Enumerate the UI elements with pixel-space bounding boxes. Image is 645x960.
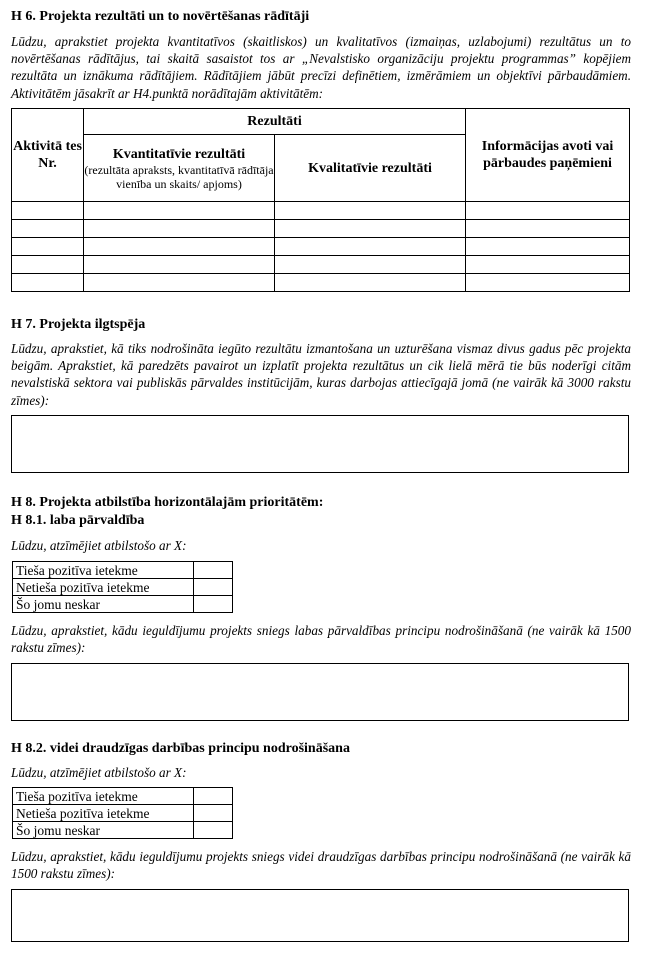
option-row — [13, 579, 233, 596]
table-cell[interactable] — [84, 274, 275, 292]
h8-2-mark-instruction: Lūdzu, atzīmējiet atbilstošo ar X: — [11, 765, 187, 780]
table-cell[interactable] — [12, 274, 84, 292]
option-row — [13, 822, 233, 839]
col-activity-header: Aktivitā tes Nr. — [12, 109, 84, 202]
option-row — [13, 788, 233, 805]
h8-title: H 8. Projekta atbilstība horizontālajām prioritātēm: — [11, 495, 324, 510]
h8-1-title: H 8.1. laba pārvaldība — [11, 513, 145, 528]
option-mark-cell[interactable] — [194, 788, 233, 805]
option-mark-cell[interactable] — [194, 579, 233, 596]
table-cell[interactable] — [275, 202, 466, 220]
table-cell[interactable] — [466, 202, 630, 220]
table-cell[interactable] — [275, 256, 466, 274]
h8-2-answer-box[interactable] — [11, 889, 629, 942]
results-table — [11, 108, 630, 292]
h8-2-options-table — [12, 787, 233, 839]
h8-1-answer-box[interactable] — [11, 663, 629, 721]
option-row — [13, 596, 233, 613]
option-mark-cell[interactable] — [194, 805, 233, 822]
table-row — [12, 256, 630, 274]
option-label: Šo jomu neskar — [13, 596, 194, 613]
h8-2-describe: Lūdzu, aprakstiet, kādu ieguldījumu projekts sniegs videi draudzīgas darbības principu nodrošināšanā (ne vairāk kā 1500 rakstu zīmes): — [11, 849, 631, 882]
table-cell[interactable] — [12, 238, 84, 256]
option-mark-cell[interactable] — [194, 562, 233, 579]
option-mark-cell[interactable] — [194, 596, 233, 613]
option-label: Tieša pozitīva ietekme — [13, 788, 194, 805]
table-cell[interactable] — [466, 220, 630, 238]
table-cell[interactable] — [84, 256, 275, 274]
option-label: Šo jomu neskar — [13, 822, 194, 839]
table-cell[interactable] — [12, 220, 84, 238]
h8-1-options-table — [12, 561, 233, 613]
table-row — [12, 238, 630, 256]
table-row — [12, 202, 630, 220]
h6-instruction: Lūdzu, aprakstiet projekta kvantitatīvos (skaitliskos) un kvalitatīvos (izmaiņas, uzlabojumi) rezultātus un to novērtēšanas rādītājus, tai skaitā sasaistot tos ar „Nevalstisko organizāciju projektu programmas” kopējiem rezultāta un iznākuma rādītājiem. Rādītājiem jābūt precīzi definētiem, izmērāmiem un objektīvi pārbaudāmiem. Aktivitātēm jāsakrīt ar H4.punktā norādītajām aktivitātēm: — [11, 34, 631, 101]
option-label: Tieša pozitīva ietekme — [13, 562, 194, 579]
col-qual-header: Kvalitatīvie rezultāti — [275, 135, 466, 202]
table-cell[interactable] — [275, 238, 466, 256]
col-sources-header: Informācijas avoti vai pārbaudes paņēmieni — [466, 109, 630, 202]
table-cell[interactable] — [84, 238, 275, 256]
h6-title: H 6. Projekta rezultāti un to novērtēšanas rādītāji — [11, 9, 310, 24]
table-cell[interactable] — [466, 238, 630, 256]
option-row — [13, 805, 233, 822]
col-quant-header — [84, 135, 275, 202]
h7-instruction: Lūdzu, aprakstiet, kā tiks nodrošināta iegūto rezultātu izmantošana un uzturēšana vismaz divus gadus pēc projekta beigām. Aprakstiet, kā paredzēts pavairot un izplatīt projekta rezultātus un cik lielā mērā tie būs noderīgi citām nevalstiskā sektora vai publiskās pārvaldes institūcijām, kuras darbojas attiecīgajā jomā (ne vairāk kā 3000 rakstu zīmes): — [11, 341, 631, 408]
col-quant-title: Kvantitatīvie rezultāti — [112, 146, 246, 162]
table-cell[interactable] — [275, 274, 466, 292]
option-label: Netieša pozitīva ietekme — [13, 579, 194, 596]
h7-answer-box[interactable] — [11, 415, 629, 473]
table-cell[interactable] — [466, 256, 630, 274]
option-row — [13, 562, 233, 579]
h8-1-describe: Lūdzu, aprakstiet, kādu ieguldījumu projekts sniegs labas pārvaldības principu nodrošināšanā (ne vairāk kā 1500 rakstu zīmes): — [11, 623, 631, 656]
results-group-header: Rezultāti — [84, 109, 466, 135]
table-cell[interactable] — [275, 220, 466, 238]
h7-title: H 7. Projekta ilgtspēja — [11, 317, 146, 332]
table-cell[interactable] — [466, 274, 630, 292]
table-cell[interactable] — [12, 202, 84, 220]
table-row — [12, 220, 630, 238]
table-row — [12, 274, 630, 292]
table-cell[interactable] — [84, 202, 275, 220]
option-mark-cell[interactable] — [194, 822, 233, 839]
table-cell[interactable] — [84, 220, 275, 238]
h8-1-mark-instruction: Lūdzu, atzīmējiet atbilstošo ar X: — [11, 538, 187, 553]
table-cell[interactable] — [12, 256, 84, 274]
col-quant-subtitle: (rezultāta apraksts, kvantitatīvā rādītāja vienība un skaits/ apjoms) — [84, 162, 274, 191]
h8-2-title: H 8.2. videi draudzīgas darbības principu nodrošināšana — [11, 741, 350, 756]
option-label: Netieša pozitīva ietekme — [13, 805, 194, 822]
